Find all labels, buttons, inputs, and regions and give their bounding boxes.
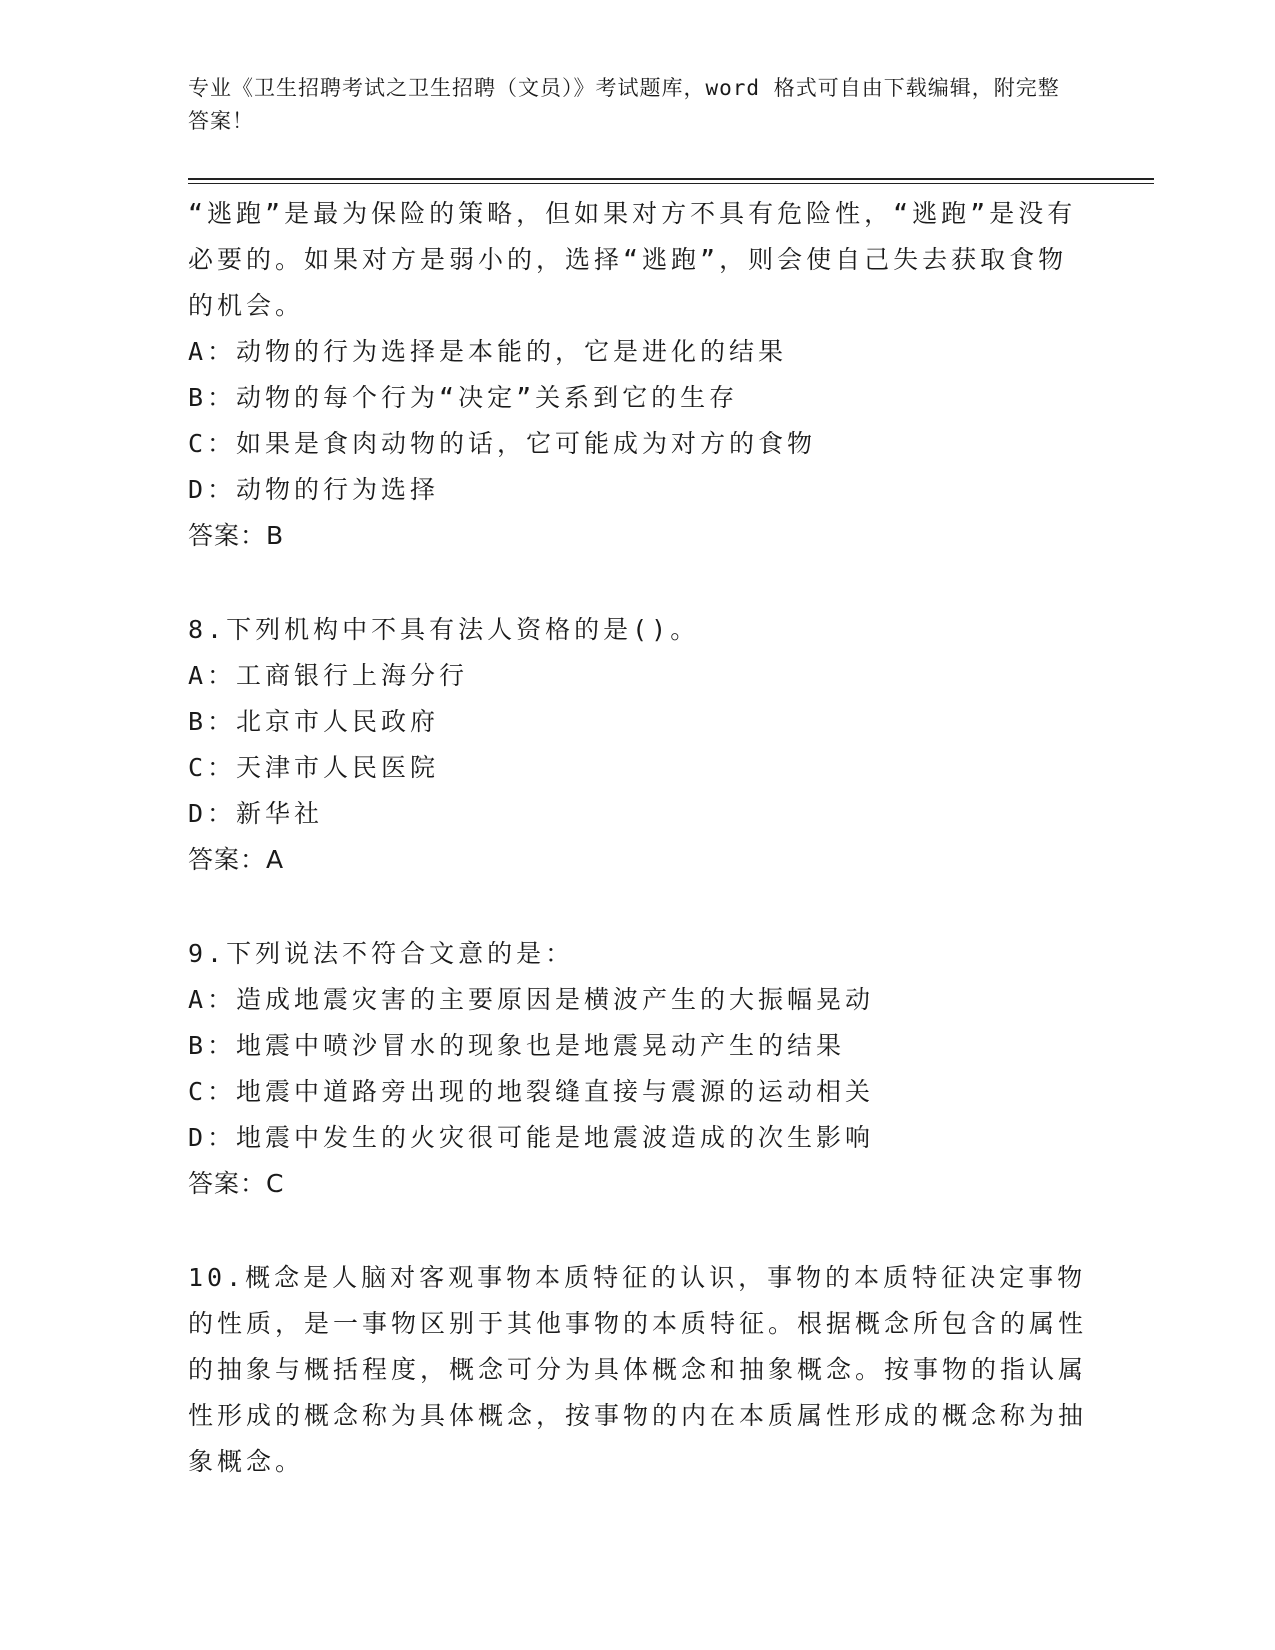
option-c: C：如果是食肉动物的话，它可能成为对方的食物	[188, 429, 817, 458]
question-title: 9.下列说法不符合文意的是：	[188, 939, 575, 968]
option-d: D：地震中发生的火灾很可能是地震波造成的次生影响	[188, 1123, 875, 1152]
question-block-8	[188, 607, 1088, 883]
option-a: A：造成地震灾害的主要原因是横波产生的大振幅晃动	[188, 985, 875, 1014]
question-text: “逃跑”是最为保险的策略，但如果对方不具有危险性，“逃跑”是没有必要的。如果对方是弱小的，选择“逃跑”，则会使自己失去获取食物的机会。	[188, 199, 1077, 320]
answer-line: 答案：C	[188, 1169, 285, 1198]
question-block-10	[188, 1255, 1088, 1485]
header-divider-thin	[188, 183, 1154, 184]
question-block-7	[188, 191, 1088, 559]
answer-line: 答案：B	[188, 521, 285, 550]
option-c: C：天津市人民医院	[188, 753, 440, 782]
header-divider-thick	[188, 178, 1154, 180]
question-title: 8.下列机构中不具有法人资格的是()。	[188, 615, 700, 644]
page-header: 专业《卫生招聘考试之卫生招聘（文员）》考试题库，word 格式可自由下载编辑，附完整答案！	[188, 76, 1060, 133]
question-title: 10.概念是人脑对客观事物本质特征的认识，事物的本质特征决定事物的性质，是一事物区别于其他事物的本质特征。根据概念所包含的属性的抽象与概括程度，概念可分为具体概念和抽象概念。按事物的指认属性形成的概念称为具体概念，按事物的内在本质属性形成的概念称为抽象概念。	[188, 1263, 1088, 1476]
option-b: B：动物的每个行为“决定”关系到它的生存	[188, 383, 739, 412]
option-d: D：新华社	[188, 799, 324, 828]
option-b: B：北京市人民政府	[188, 707, 440, 736]
option-c: C：地震中道路旁出现的地裂缝直接与震源的运动相关	[188, 1077, 875, 1106]
question-block-9	[188, 931, 1088, 1207]
option-a: A：动物的行为选择是本能的，它是进化的结果	[188, 337, 788, 366]
option-a: A：工商银行上海分行	[188, 661, 469, 690]
content	[188, 191, 1088, 1485]
option-d: D：动物的行为选择	[188, 475, 440, 504]
answer-line: 答案：A	[188, 845, 285, 874]
option-b: B：地震中喷沙冒水的现象也是地震晃动产生的结果	[188, 1031, 846, 1060]
